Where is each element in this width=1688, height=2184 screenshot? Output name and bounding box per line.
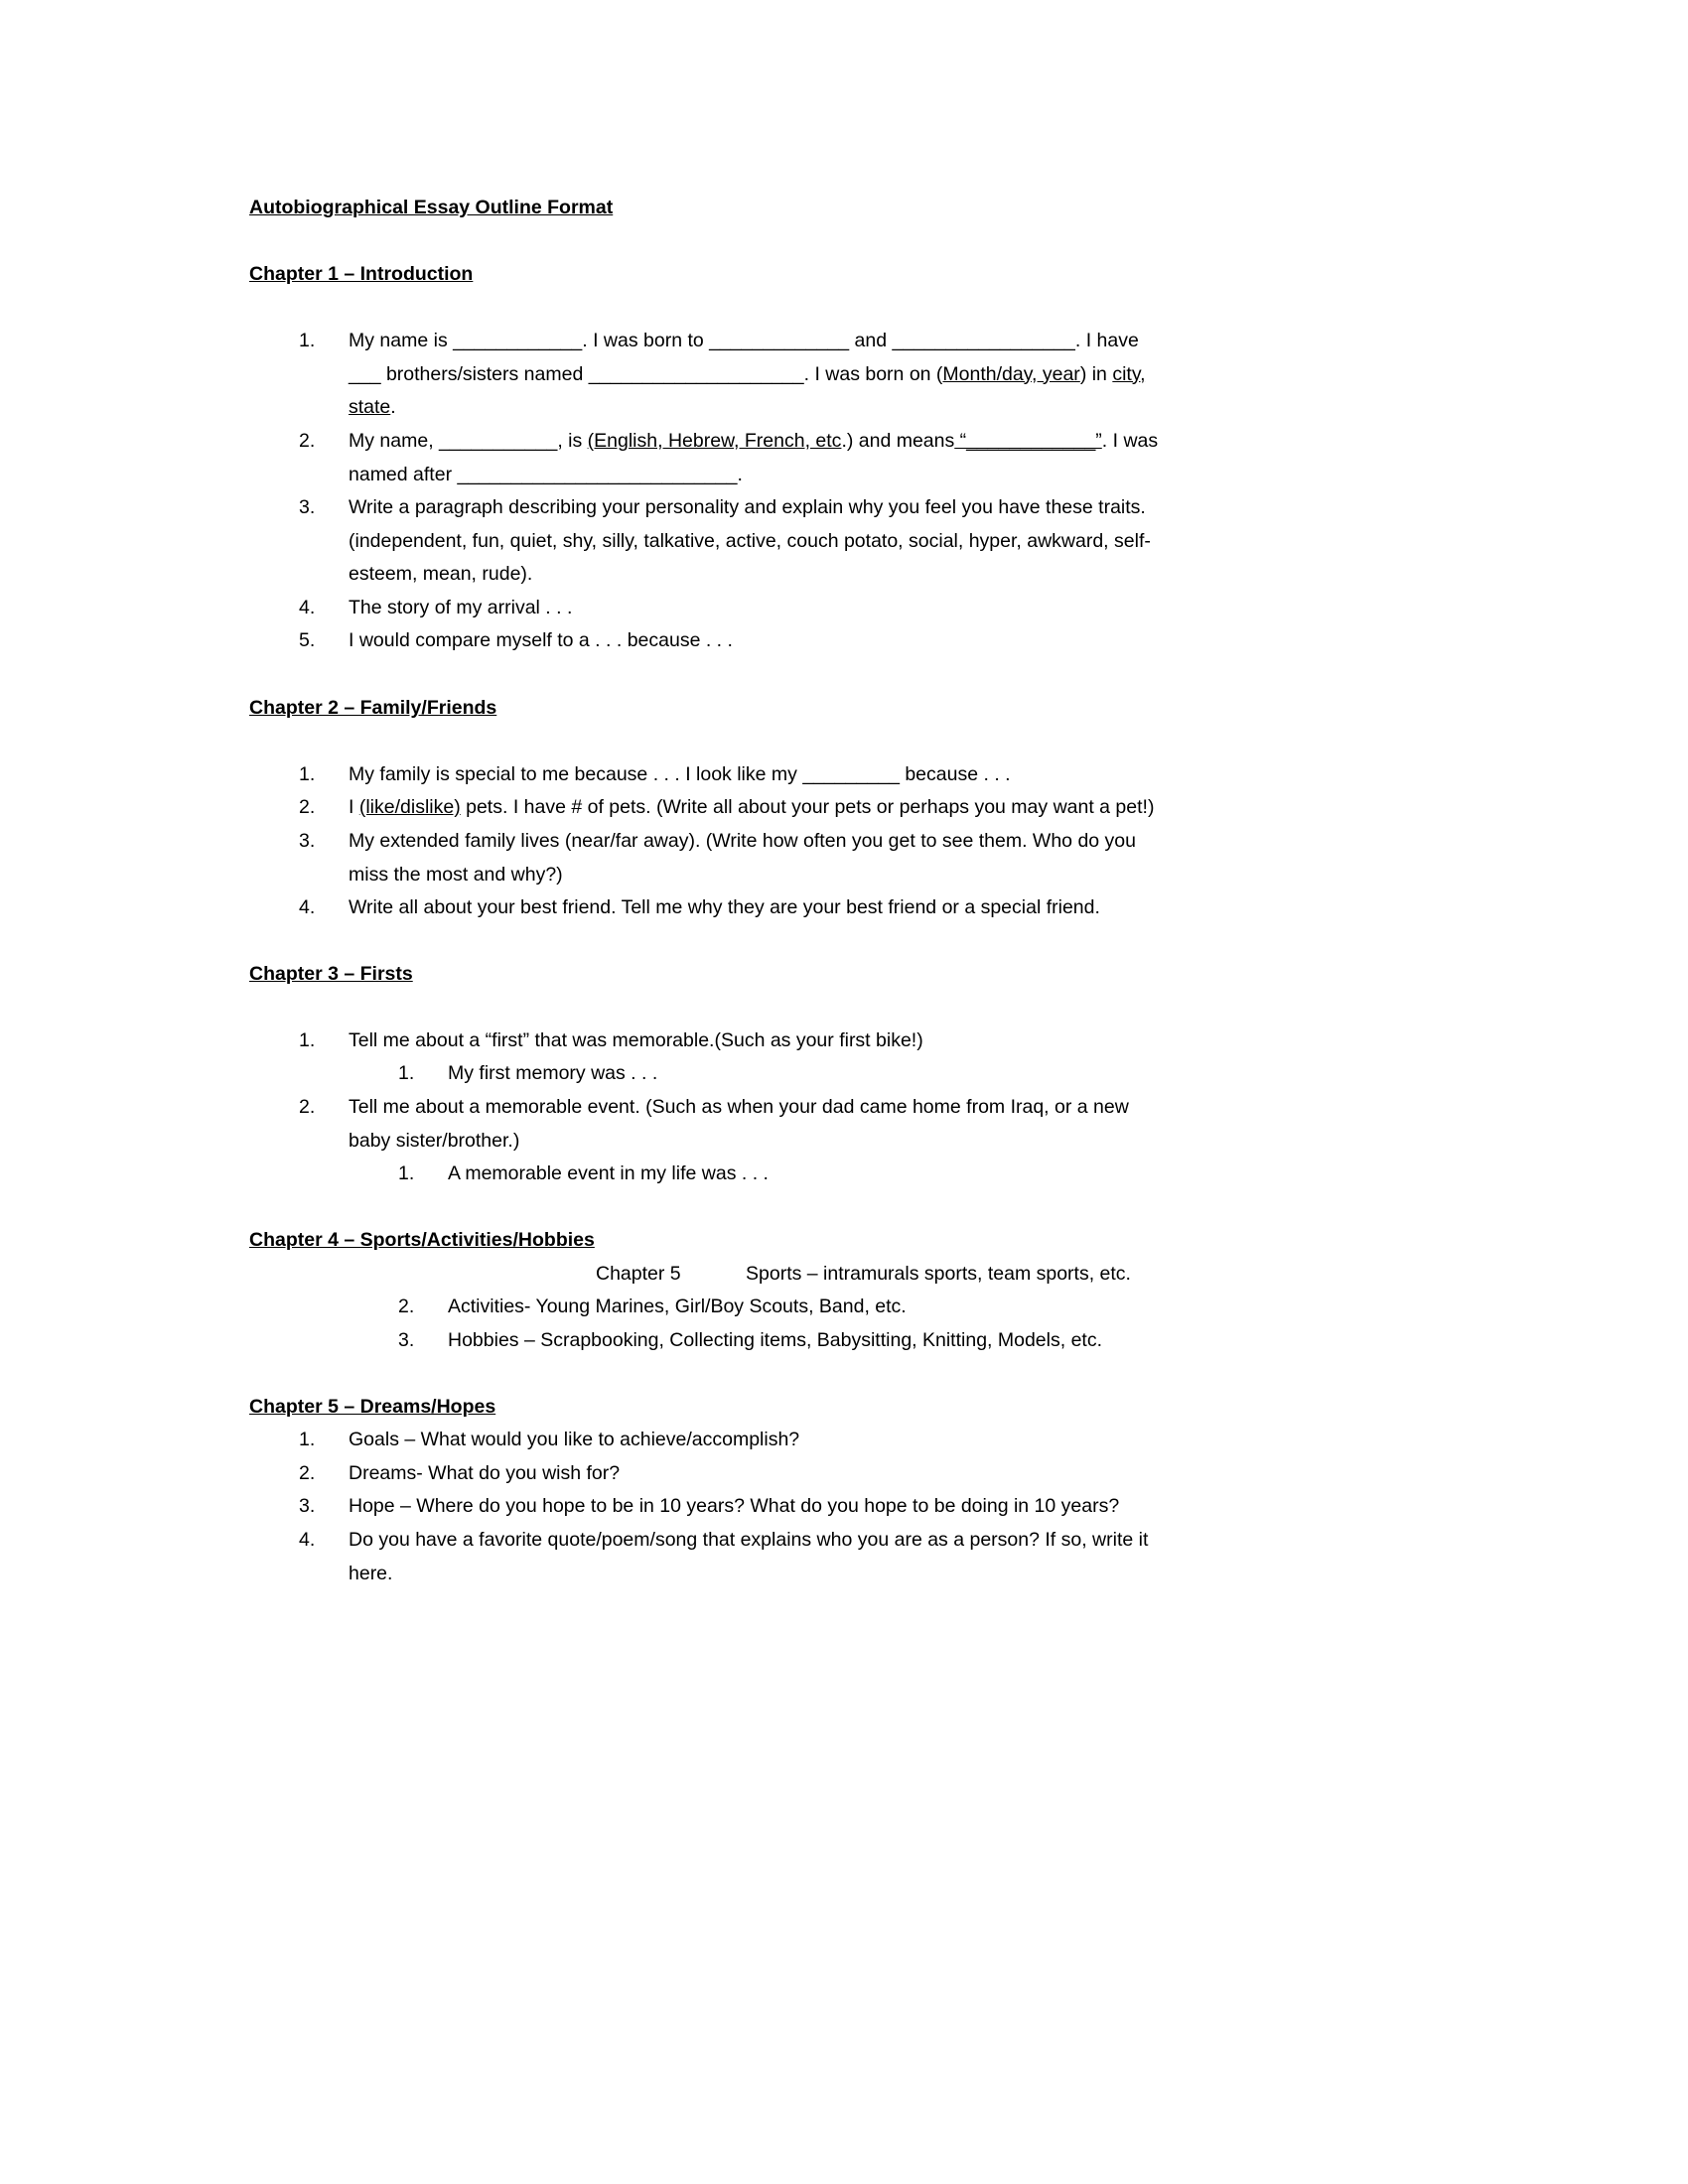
underlined-text: (English, Hebrew, French, etc — [587, 430, 842, 452]
list-number: 3. — [398, 1329, 415, 1351]
list-text: Activities- Young Marines, Girl/Boy Scouts, Band, etc. — [448, 1296, 907, 1317]
list-text: Tell me about a “first” that was memorable.(Such as your first bike!) — [349, 1029, 923, 1051]
list-number: 2. — [299, 1096, 316, 1118]
chapter-2-heading: Chapter 2 – Family/Friends — [249, 697, 497, 719]
list-number: 1. — [299, 330, 316, 351]
list-text — [349, 325, 1163, 425]
list-number: 3. — [299, 830, 316, 852]
list-number: 2. — [398, 1296, 415, 1317]
list-number: 4. — [299, 597, 316, 618]
list-text: Hope – Where do you hope to be in 10 years? What do you hope to be doing in 10 years? — [349, 1495, 1120, 1517]
line: My name is ____________. I was born to _____________ and _________________. I have — [349, 330, 1139, 351]
line: here. — [349, 1562, 393, 1584]
line: (independent, fun, quiet, shy, silly, talkative, active, couch potato, social, hyper, awkward, self- — [349, 529, 1151, 552]
line: baby sister/brother.) — [349, 1129, 520, 1152]
list-number: 2. — [299, 796, 316, 818]
line: I — [349, 796, 359, 818]
line: .) and means — [841, 430, 955, 452]
line: pets. I have # of pets. (Write all about your pets or perhaps you may want a pet!) — [460, 796, 1155, 818]
list-text: I would compare myself to a . . . because . . . — [349, 629, 733, 651]
list-number: 1. — [299, 1029, 316, 1051]
list-text: Write all about your best friend. Tell me why they are your best friend or a special friend. — [349, 896, 1100, 918]
underlined-text: state — [349, 396, 391, 418]
chapter-4-heading: Chapter 4 – Sports/Activities/Hobbies — [249, 1229, 595, 1251]
line: . I was — [1101, 430, 1159, 452]
list-text — [349, 1091, 1163, 1158]
chapter-3-heading: Chapter 3 – Firsts — [249, 963, 413, 985]
list-number: 2. — [299, 430, 316, 452]
line: ___ brothers/sisters named ____________________. I was born on ( — [349, 362, 943, 385]
list-number: 3. — [299, 1495, 316, 1517]
line: Write a paragraph describing your personality and explain why you feel you have these traits. — [349, 496, 1146, 518]
chapter-5-heading: Chapter 5 – Dreams/Hopes — [249, 1396, 496, 1418]
document-title: Autobiographical Essay Outline Format — [249, 197, 614, 218]
line: My name, ___________, is — [349, 430, 588, 452]
line: . — [390, 396, 396, 418]
chapter-1-heading: Chapter 1 – Introduction — [249, 263, 474, 285]
list-number: 1. — [299, 763, 316, 785]
underlined-text: Month/day, year — [942, 362, 1080, 385]
underlined-text: “____________” — [954, 430, 1102, 452]
list-number: 4. — [299, 896, 316, 918]
list-text: My family is special to me because . . . I look like my _________ because . . . — [349, 763, 1011, 785]
list-number: 2. — [299, 1462, 316, 1484]
line: miss the most and why?) — [349, 863, 563, 886]
list-text — [349, 1524, 1163, 1590]
list-text: My first memory was . . . — [448, 1062, 658, 1084]
list-text — [349, 825, 1163, 891]
list-text — [349, 791, 1163, 825]
list-text: Hobbies – Scrapbooking, Collecting items, Babysitting, Knitting, Models, etc. — [448, 1329, 1103, 1351]
list-text: Dreams- What do you wish for? — [349, 1462, 621, 1484]
list-number: 1. — [398, 1162, 415, 1184]
line: ) in — [1079, 362, 1113, 385]
line: esteem, mean, rude). — [349, 563, 533, 585]
underlined-text: (like/dislike) — [358, 796, 461, 818]
list-number: 3. — [299, 496, 316, 518]
list-number: 1. — [299, 1429, 316, 1450]
underlined-text: city, — [1112, 362, 1146, 385]
list-number: 5. — [299, 629, 316, 651]
list-text: Goals – What would you like to achieve/accomplish? — [349, 1429, 800, 1450]
chapter-5-label: Chapter 5 — [596, 1263, 681, 1285]
line: Tell me about a memorable event. (Such as when your dad came home from Iraq, or a new — [349, 1096, 1129, 1118]
list-number: 1. — [398, 1062, 415, 1084]
list-text — [349, 491, 1163, 592]
list-text: A memorable event in my life was . . . — [448, 1162, 769, 1184]
line: named after __________________________. — [349, 463, 743, 485]
line: Do you have a favorite quote/poem/song that explains who you are as a person? If so, write it — [349, 1529, 1149, 1551]
sports-text: Sports – intramurals sports, team sports, etc. — [746, 1263, 1131, 1285]
list-number: 4. — [299, 1529, 316, 1551]
list-text — [349, 425, 1163, 491]
line: My extended family lives (near/far away). (Write how often you get to see them. Who do you — [349, 830, 1136, 852]
list-text: The story of my arrival . . . — [349, 597, 573, 618]
